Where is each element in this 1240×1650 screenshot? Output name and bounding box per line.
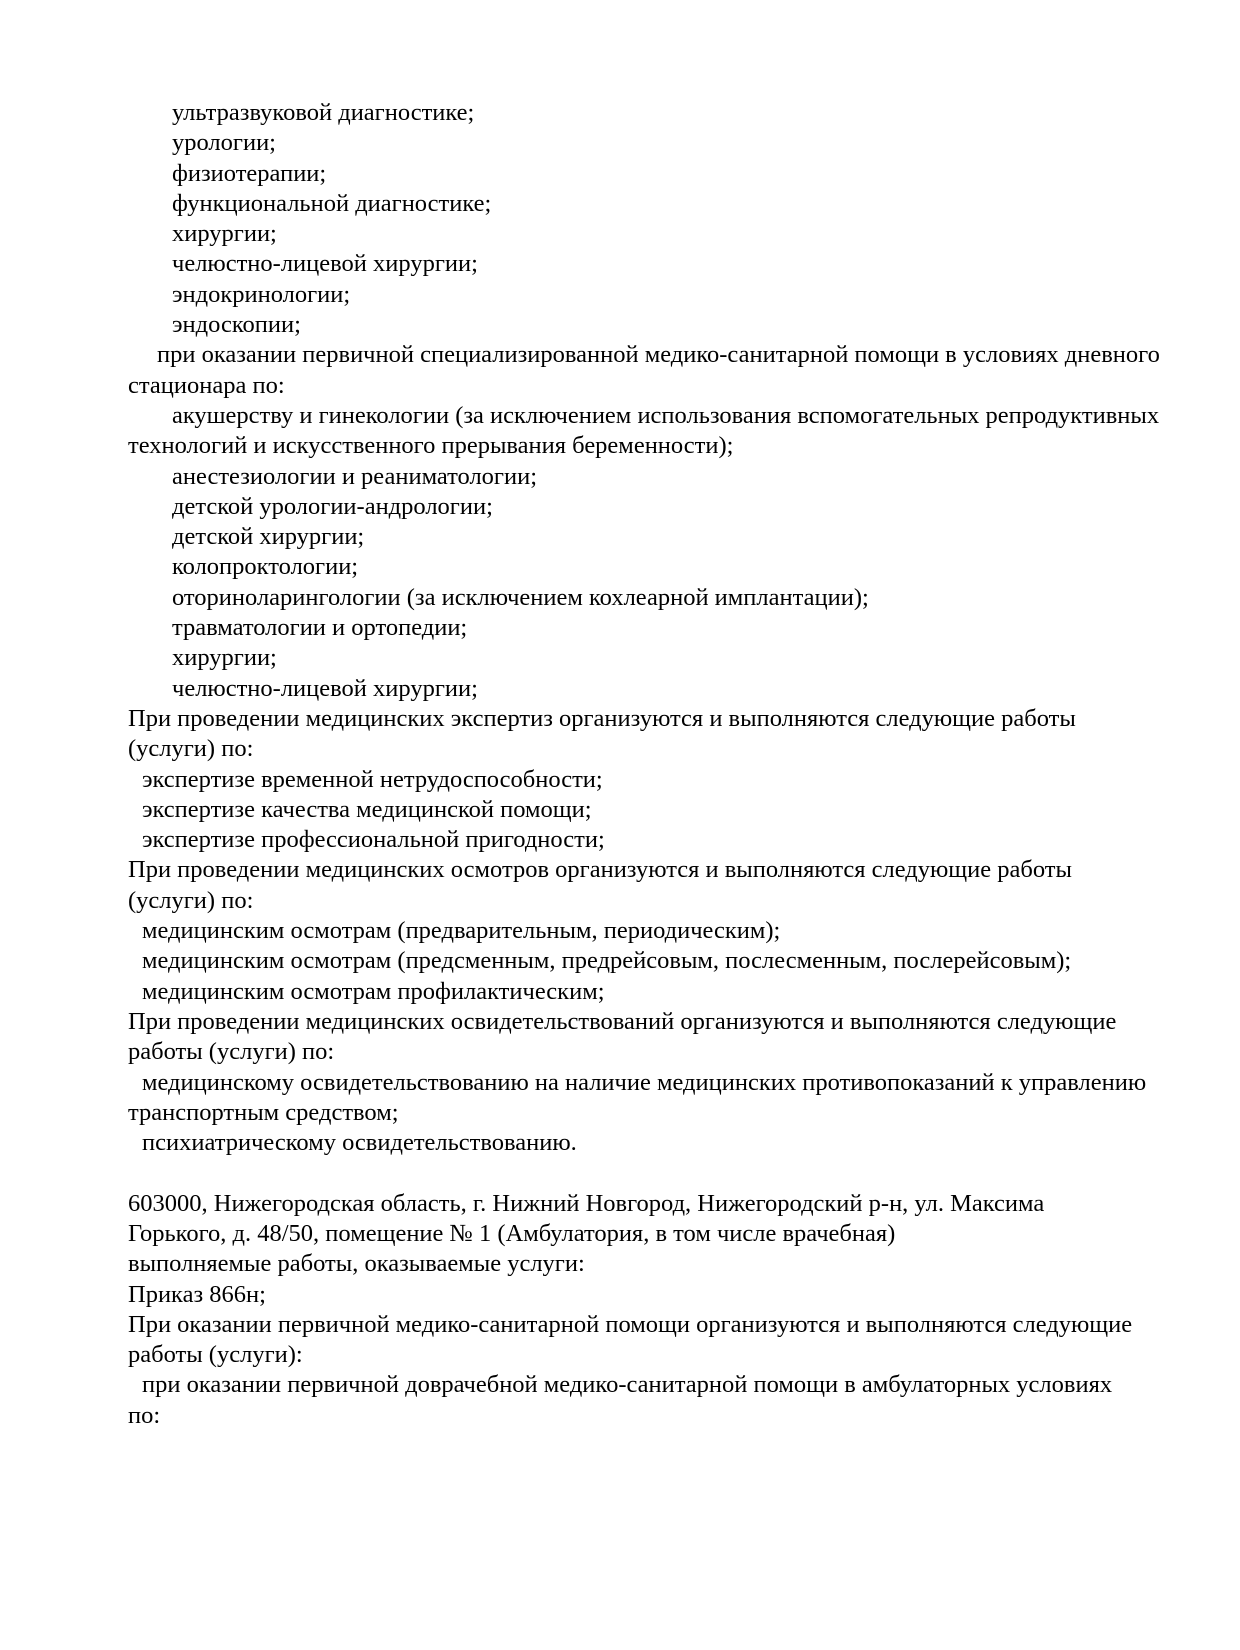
text-line: функциональной диагностике; bbox=[172, 189, 492, 217]
text-line: при оказании первичной специализированной медико-санитарной помощи в условиях дневного bbox=[157, 341, 1160, 369]
text-line: При проведении медицинских освидетельствований организуются и выполняются следующие bbox=[128, 1007, 1117, 1035]
text-line: экспертизе качества медицинской помощи; bbox=[142, 795, 592, 823]
text-line: эндоскопии; bbox=[172, 311, 301, 339]
text-line: психиатрическому освидетельствованию. bbox=[142, 1129, 577, 1157]
document-body bbox=[128, 98, 1160, 1431]
text-line: технологий и искусственного прерывания беременности); bbox=[128, 432, 734, 460]
text-line: анестезиологии и реаниматологии; bbox=[172, 462, 538, 490]
text-line: выполняемые работы, оказываемые услуги: bbox=[128, 1250, 585, 1278]
text-line: акушерству и гинекологии (за исключением использования вспомогательных репродуктивных bbox=[172, 401, 1160, 429]
text-line: хирургии; bbox=[172, 644, 277, 672]
text-line: (услуги) по: bbox=[128, 886, 254, 914]
text-line: Приказ 866н; bbox=[128, 1280, 266, 1308]
text-line: челюстно-лицевой хирургии; bbox=[172, 250, 478, 278]
text-line: 603000, Нижегородская область, г. Нижний Новгород, Нижегородский р-н, ул. Максима bbox=[128, 1189, 1045, 1217]
text-line: экспертизе временной нетрудоспособности; bbox=[142, 765, 603, 793]
text-line: эндокринологии; bbox=[172, 280, 351, 308]
text-line: стационара по: bbox=[128, 371, 285, 399]
text-line: детской урологии-андрологии; bbox=[172, 492, 493, 520]
text-line: экспертизе профессиональной пригодности; bbox=[142, 826, 605, 854]
text-line: транспортным средством; bbox=[128, 1098, 399, 1126]
text-line: медицинским осмотрам (предсменным, предрейсовым, послесменным, послерейсовым); bbox=[142, 947, 1072, 975]
text-line: Горького, д. 48/50, помещение № 1 (Амбулатория, в том числе врачебная) bbox=[128, 1219, 896, 1247]
text-line: При проведении медицинских осмотров организуются и выполняются следующие работы bbox=[128, 856, 1072, 884]
text-line: ультразвуковой диагностике; bbox=[172, 99, 475, 126]
text-line: медицинским осмотрам (предварительным, периодическим); bbox=[142, 917, 781, 945]
text-line: медицинскому освидетельствованию на наличие медицинских противопоказаний к управлению bbox=[142, 1068, 1147, 1096]
text-line: При оказании первичной медико-санитарной помощи организуются и выполняются следующие bbox=[128, 1310, 1133, 1338]
text-line: физиотерапии; bbox=[172, 159, 327, 187]
text-line: оториноларингологии (за исключением кохлеарной имплантации); bbox=[172, 583, 869, 611]
text-line: по: bbox=[128, 1401, 161, 1429]
text-line: работы (услуги) по: bbox=[128, 1038, 335, 1066]
text-line: работы (услуги): bbox=[128, 1341, 303, 1369]
text-line: (услуги) по: bbox=[128, 735, 254, 763]
text-line: колопроктологии; bbox=[172, 553, 359, 581]
text-line: хирургии; bbox=[172, 220, 277, 248]
text-line: урологии; bbox=[172, 129, 276, 157]
text-line: при оказании первичной доврачебной медико-санитарной помощи в амбулаторных условиях bbox=[142, 1371, 1113, 1399]
text-line: При проведении медицинских экспертиз организуются и выполняются следующие работы bbox=[128, 704, 1076, 732]
text-line: медицинским осмотрам профилактическим; bbox=[142, 977, 605, 1005]
text-line: челюстно-лицевой хирургии; bbox=[172, 674, 478, 702]
text-line bbox=[128, 1158, 1140, 1188]
text-line: травматологии и ортопедии; bbox=[172, 614, 468, 642]
text-line: детской хирургии; bbox=[172, 523, 365, 551]
